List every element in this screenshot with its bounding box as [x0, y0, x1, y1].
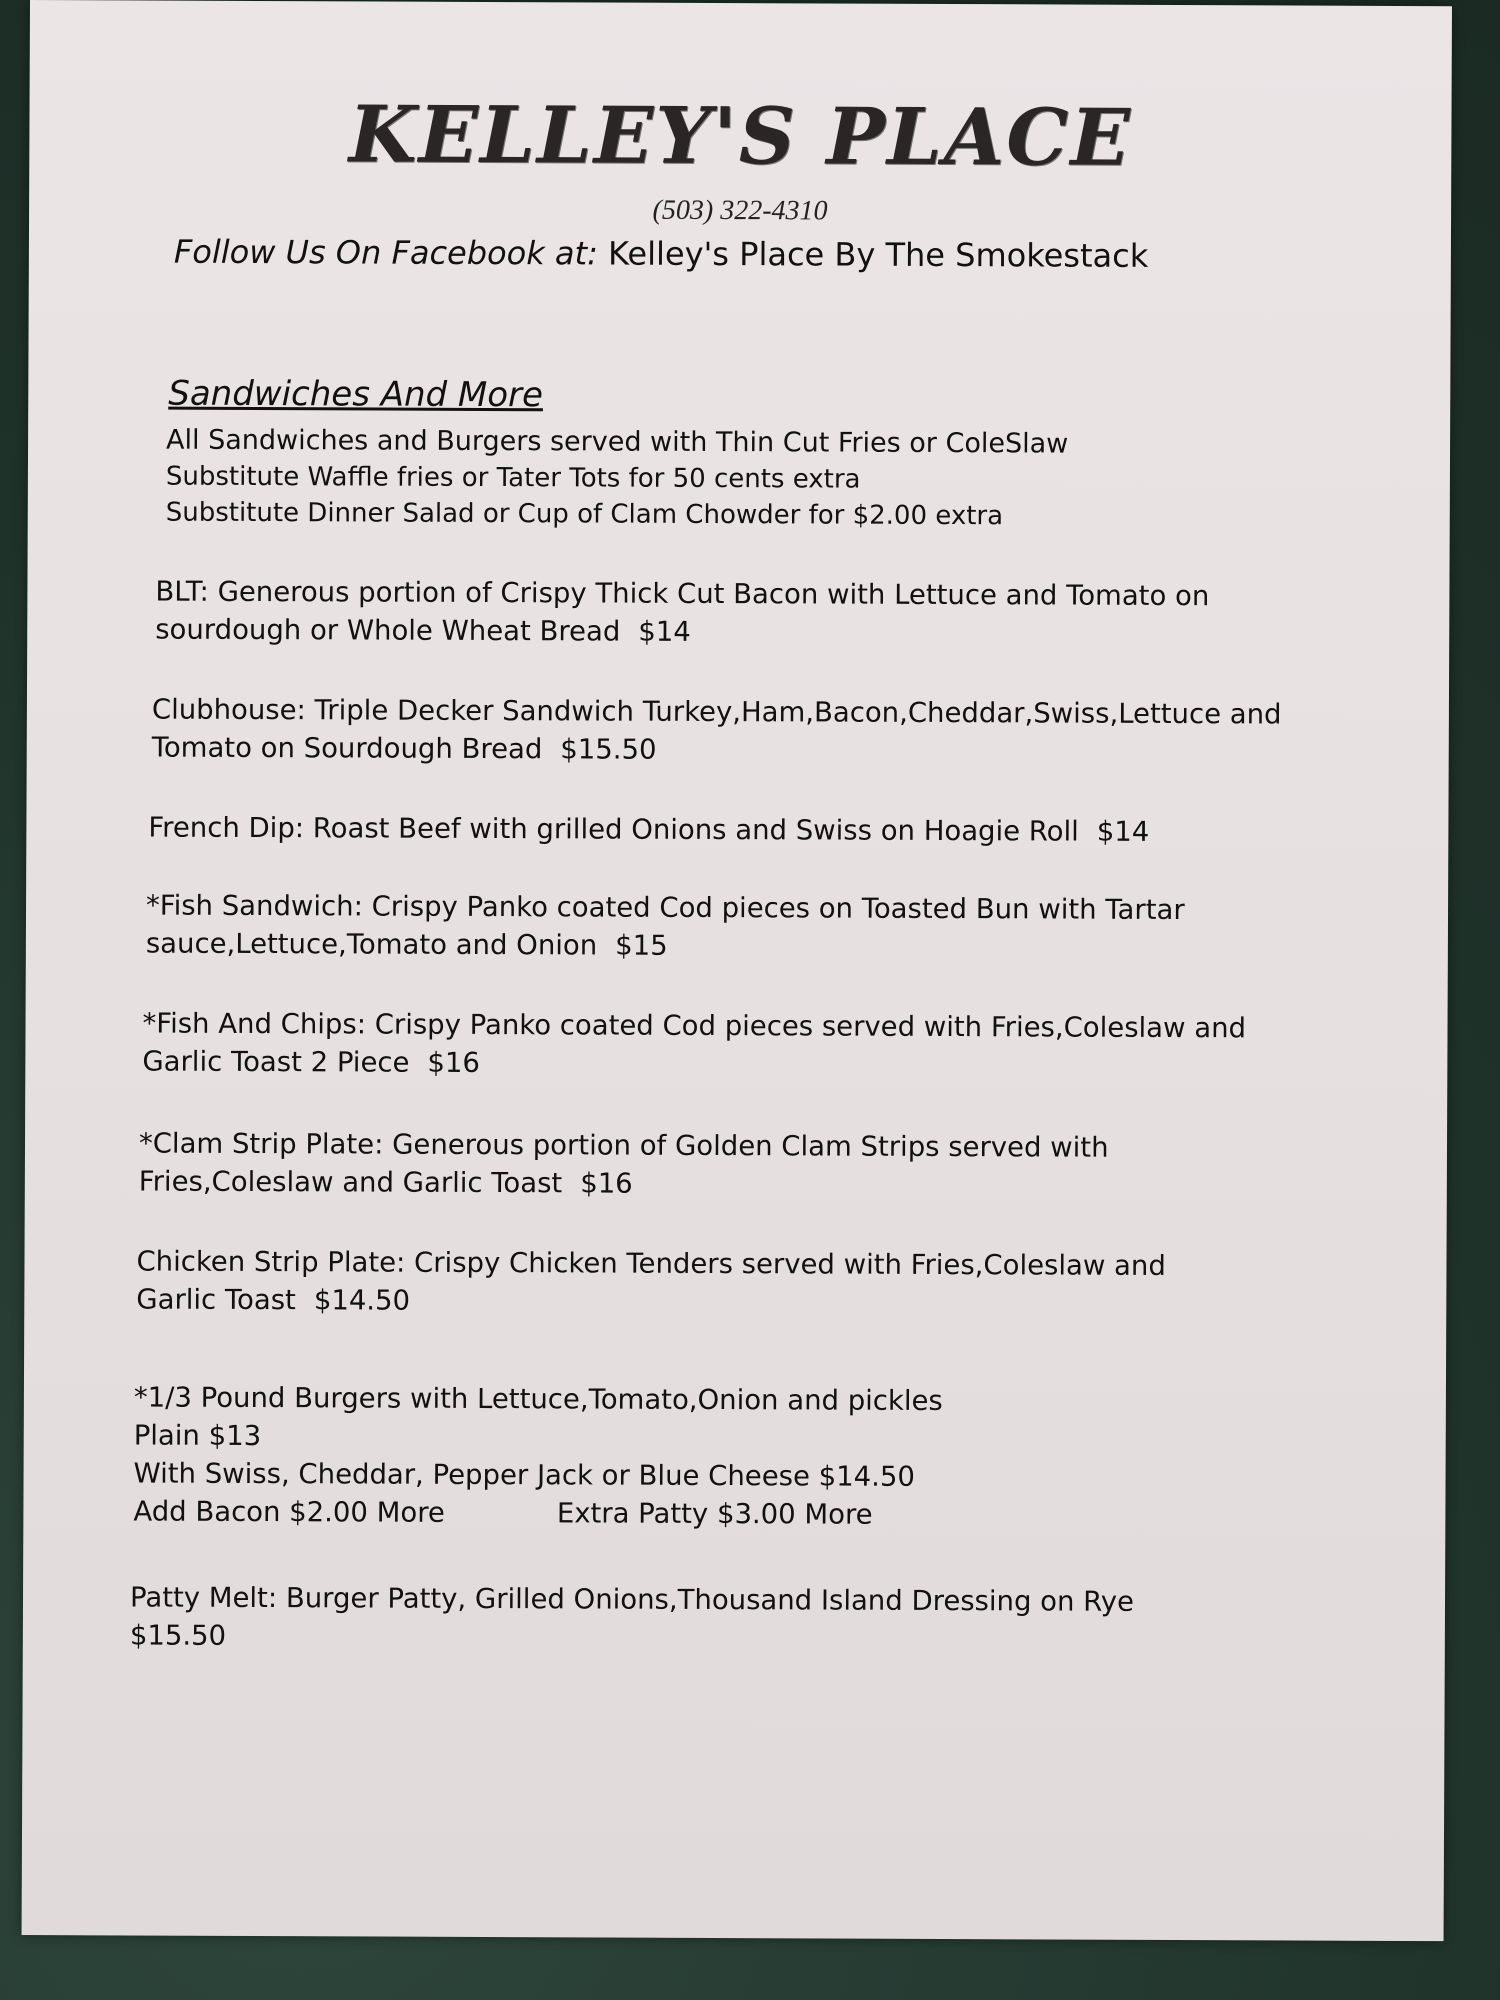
menu-item [139, 1124, 1179, 1205]
note-line: All Sandwiches and Burgers served with Thin Cut Fries or ColeSlaw [166, 424, 1069, 460]
extra-patty: Extra Patty $3.00 More [556, 1497, 873, 1531]
burger-plain-price: Plain $13 [133, 1419, 262, 1453]
burger-block [133, 1378, 1264, 1535]
menu-page [22, 0, 1452, 1941]
phone-number: (503) 322-4310 [652, 194, 828, 227]
facebook-line [174, 233, 1149, 275]
burger-title: *1/3 Pound Burgers with Lettuce,Tomato,Onion and pickles [133, 1381, 943, 1417]
item-price: $14 [1096, 815, 1150, 848]
item-description: Chicken Strip Plate: Crispy Chicken Tenders served with Fries,Coleslaw and Garlic Toast [136, 1245, 1166, 1317]
item-description: *Clam Strip Plate: Generous portion of Golden Clam Strips served with Fries,Coleslaw and Garlic Toast [138, 1127, 1109, 1200]
note-line: Substitute Dinner Salad or Cup of Clam Chowder for $2.00 extra [165, 497, 1004, 532]
item-price: $15.50 [560, 733, 657, 766]
item-price: $16 [427, 1046, 481, 1079]
burger-cheese-price: With Swiss, Cheddar, Pepper Jack or Blue Cheese $14.50 [133, 1457, 915, 1493]
facebook-page-name: Kelley's Place By The Smokestack [607, 234, 1149, 275]
item-price: $15 [615, 929, 668, 962]
item-description: *Fish And Chips: Crispy Panko coated Cod pieces served with Fries,Coleslaw and Garlic Toast 2 Piece [142, 1007, 1247, 1079]
item-price: $14.50 [313, 1284, 411, 1317]
facebook-prefix: Follow Us On Facebook at: [173, 232, 598, 273]
restaurant-title: KELLEY'S PLACE [348, 89, 1133, 184]
note-line: Substitute Waffle fries or Tater Tots for 50 cents extra [165, 461, 861, 495]
item-description: Clubhouse: Triple Decker Sandwich Turkey,Ham,Bacon,Cheddar,Swiss,Lettuce and Tomato on Sourdough Bread [151, 693, 1282, 766]
menu-item [152, 691, 1282, 772]
menu-item [142, 1005, 1252, 1086]
section-notes [166, 423, 1069, 535]
item-description: *Fish Sandwich: Crispy Panko coated Cod pieces on Toasted Bun with Tartar sauce,Lettuce,Tomato and Onion [145, 889, 1185, 962]
item-price: $15.50 [129, 1619, 227, 1652]
section-heading: Sandwiches And More [168, 373, 544, 416]
item-description: BLT: Generous portion of Crispy Thick Cut Bacon with Lettuce and Tomato on sourdough or Whole Wheat Bread [155, 575, 1210, 648]
burger-addons [133, 1492, 1263, 1535]
item-description: Patty Melt: Burger Patty, Grilled Onions,Thousand Island Dressing on Rye [129, 1581, 1135, 1618]
menu-item [146, 887, 1256, 968]
item-price: $16 [580, 1167, 633, 1200]
menu-item [155, 573, 1275, 654]
item-description: French Dip: Roast Beef with grilled Onions and Swiss on Hoagie Roll [148, 811, 1079, 848]
menu-item [136, 1242, 1246, 1323]
menu-item [148, 809, 1278, 852]
item-price: $14 [638, 615, 691, 648]
add-bacon: Add Bacon $2.00 More [133, 1495, 445, 1529]
menu-item [130, 1578, 1230, 1659]
